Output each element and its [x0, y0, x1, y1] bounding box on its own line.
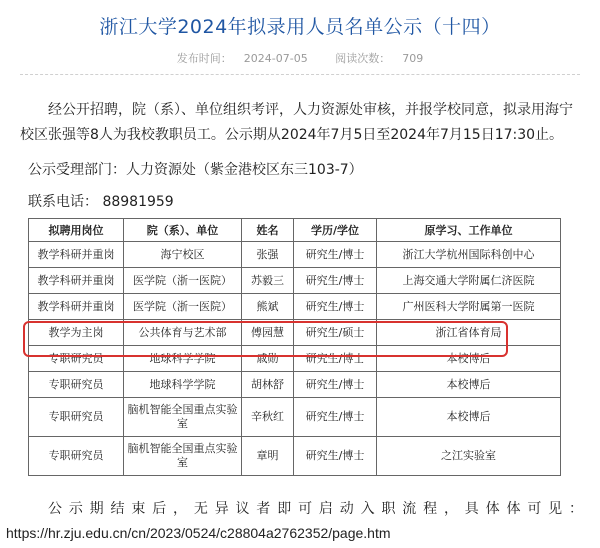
cell-previous-employer: 浙江大学杭州国际科创中心 [377, 242, 561, 268]
cell-position: 专职研究员 [29, 372, 124, 398]
cell-position: 教学为主岗 [29, 320, 124, 346]
page-title: 浙江大学2024年拟录用人员名单公示（十四） [99, 16, 501, 38]
cell-degree: 研究生/博士 [294, 294, 377, 320]
cell-name: 章明 [242, 437, 294, 476]
header-position: 拟聘用岗位 [29, 219, 124, 242]
cell-degree: 研究生/博士 [294, 346, 377, 372]
cell-degree: 研究生/博士 [294, 372, 377, 398]
cell-name: 辛秋红 [242, 398, 294, 437]
cell-previous-employer: 浙江省体育局 [377, 320, 561, 346]
cell-department: 公共体育与艺术部 [124, 320, 242, 346]
footer-paragraph: 公示期结束后，无异议者即可启动入职流程，具体体可见： [48, 501, 583, 517]
intro-paragraph: 经公开招聘，院（系）、单位组织考评，人力资源处审核，并报学校同意，拟录用海宁校区张强等8人为我校教职员工。公示期从2024年7月5日至2024年7月15日17:30止。 [20, 102, 573, 143]
view-count [329, 52, 429, 65]
table-row [29, 242, 561, 268]
article-meta [0, 50, 600, 66]
table-row [29, 346, 561, 372]
cell-name: 苏毅三 [242, 268, 294, 294]
views-value: 709 [402, 52, 424, 65]
table-row [29, 372, 561, 398]
cell-position: 教学科研并重岗 [29, 294, 124, 320]
cell-degree: 研究生/博士 [294, 437, 377, 476]
cell-degree: 研究生/博士 [294, 268, 377, 294]
cell-department: 脑机智能全国重点实验室 [124, 437, 242, 476]
cell-previous-employer: 广州医科大学附属第一医院 [377, 294, 561, 320]
publish-date [171, 52, 314, 65]
cell-name: 戚勋 [242, 346, 294, 372]
table-row-highlighted [29, 320, 561, 346]
cell-position: 教学科研并重岗 [29, 242, 124, 268]
cell-name: 胡林舒 [242, 372, 294, 398]
cell-previous-employer: 本校博后 [377, 372, 561, 398]
cell-degree: 研究生/博士 [294, 398, 377, 437]
cell-department: 脑机智能全国重点实验室 [124, 398, 242, 437]
cell-position: 专职研究员 [29, 346, 124, 372]
cell-position: 教学科研并重岗 [29, 268, 124, 294]
cell-department: 地球科学学院 [124, 372, 242, 398]
publish-date-value: 2024-07-05 [243, 52, 308, 65]
cell-degree: 研究生/博士 [294, 242, 377, 268]
cell-name: 张强 [242, 242, 294, 268]
table-row [29, 398, 561, 437]
publish-label: 发布时间： [176, 52, 232, 65]
cell-previous-employer: 上海交通大学附属仁济医院 [377, 268, 561, 294]
header-name: 姓名 [242, 219, 294, 242]
header-degree: 学历/学位 [294, 219, 377, 242]
contact-phone: 联系电话： 88981959 [28, 194, 174, 210]
cell-position: 专职研究员 [29, 437, 124, 476]
divider [20, 74, 580, 75]
table-row [29, 437, 561, 476]
header-department: 院（系）、单位 [124, 219, 242, 242]
cell-name: 傅园慧 [242, 320, 294, 346]
views-label: 阅读次数： [335, 52, 391, 65]
cell-previous-employer: 本校博后 [377, 398, 561, 437]
header-previous-employer: 原学习、工作单位 [377, 219, 561, 242]
cell-department: 医学院（浙一医院） [124, 268, 242, 294]
reference-link[interactable]: https://hr.zju.edu.cn/cn/2023/0524/c28804a2762352/page.htm [6, 525, 391, 541]
contact-department: 公示受理部门：人力资源处（紫金港校区东三103-7） [28, 162, 363, 178]
cell-department: 海宁校区 [124, 242, 242, 268]
table-row [29, 294, 561, 320]
cell-previous-employer: 之江实验室 [377, 437, 561, 476]
cell-previous-employer: 本校博后 [377, 346, 561, 372]
table-row [29, 268, 561, 294]
cell-position: 专职研究员 [29, 398, 124, 437]
cell-degree: 研究生/硕士 [294, 320, 377, 346]
cell-department: 地球科学学院 [124, 346, 242, 372]
table-header-row [29, 219, 561, 242]
candidate-table [28, 218, 561, 476]
cell-name: 熊斌 [242, 294, 294, 320]
cell-department: 医学院（浙一医院） [124, 294, 242, 320]
